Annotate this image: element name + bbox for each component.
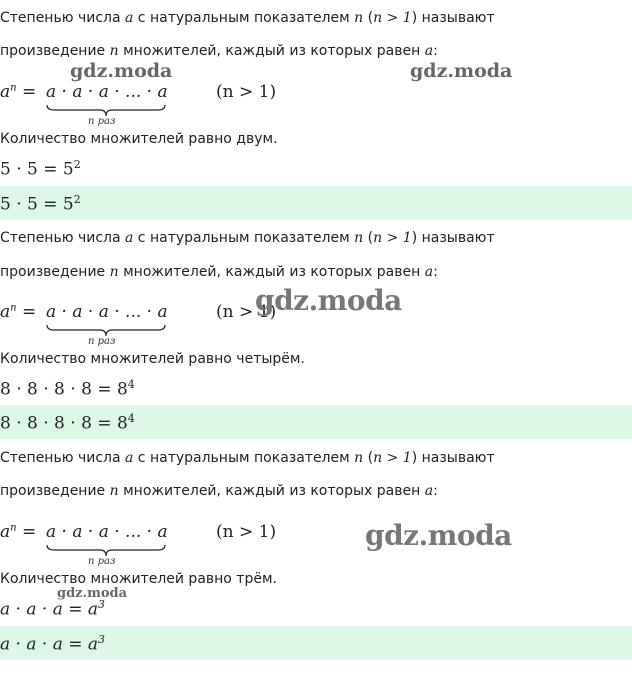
- answer-highlight: [0, 626, 632, 660]
- count-text: Количество множителей равно трём.: [0, 571, 277, 587]
- answer-expression: $a \cdot a \cdot a = a^3$: [0, 633, 106, 655]
- answer-expression: $8 \cdot 8 \cdot 8 \cdot 8 = 8^4$: [0, 412, 135, 434]
- brace-label: n раз: [88, 556, 116, 567]
- definition-line-2: произведение n множителей, каждый из которых равен a:: [0, 483, 438, 499]
- power-formula: [0, 522, 632, 572]
- expression: $8 \cdot 8 \cdot 8 \cdot 8 = 8^4$: [0, 378, 135, 400]
- watermark: gdz.moda: [57, 586, 128, 601]
- answer-expression: $5 \cdot 5 = 5^2$: [0, 193, 81, 215]
- watermark: gdz.moda: [70, 60, 173, 82]
- definition-line-2: произведение n множителей, каждый из которых равен a:: [0, 264, 438, 280]
- brace-label: n раз: [88, 336, 116, 347]
- definition-line-2: произведение n множителей, каждый из которых равен a:: [0, 43, 438, 59]
- power-formula: [0, 82, 632, 132]
- formula-product: a · a · a · ... · a: [46, 302, 168, 322]
- formula-condition: (n > 1): [216, 82, 277, 102]
- count-text: Количество множителей равно двум.: [0, 131, 278, 147]
- formula-condition: (n > 1): [216, 522, 277, 542]
- count-text: Количество множителей равно четырём.: [0, 351, 305, 367]
- watermark: gdz.moda: [365, 519, 512, 552]
- answer-highlight: [0, 186, 632, 220]
- expression: $a \cdot a \cdot a = a^3$: [0, 598, 106, 620]
- definition-line-1: Степенью числа a с натуральным показателем n (n > 1) называют: [0, 230, 495, 246]
- formula-condition: (n > 1): [216, 302, 277, 322]
- watermark: gdz.moda: [410, 60, 513, 82]
- formula-lhs: $a^n$ =: [0, 302, 37, 322]
- watermark: gdz.moda: [255, 284, 402, 317]
- formula-lhs: $a^n$ =: [0, 82, 37, 102]
- formula-lhs: $a^n$ =: [0, 522, 37, 542]
- brace-label: n раз: [88, 116, 116, 127]
- definition-line-1: Степенью числа a с натуральным показателем n (n > 1) называют: [0, 10, 495, 26]
- expression: $5 \cdot 5 = 5^2$: [0, 158, 81, 180]
- formula-product: a · a · a · ... · a: [46, 82, 168, 102]
- answer-highlight: [0, 405, 632, 439]
- formula-product: a · a · a · ... · a: [46, 522, 168, 542]
- definition-line-1: Степенью числа a с натуральным показателем n (n > 1) называют: [0, 450, 495, 466]
